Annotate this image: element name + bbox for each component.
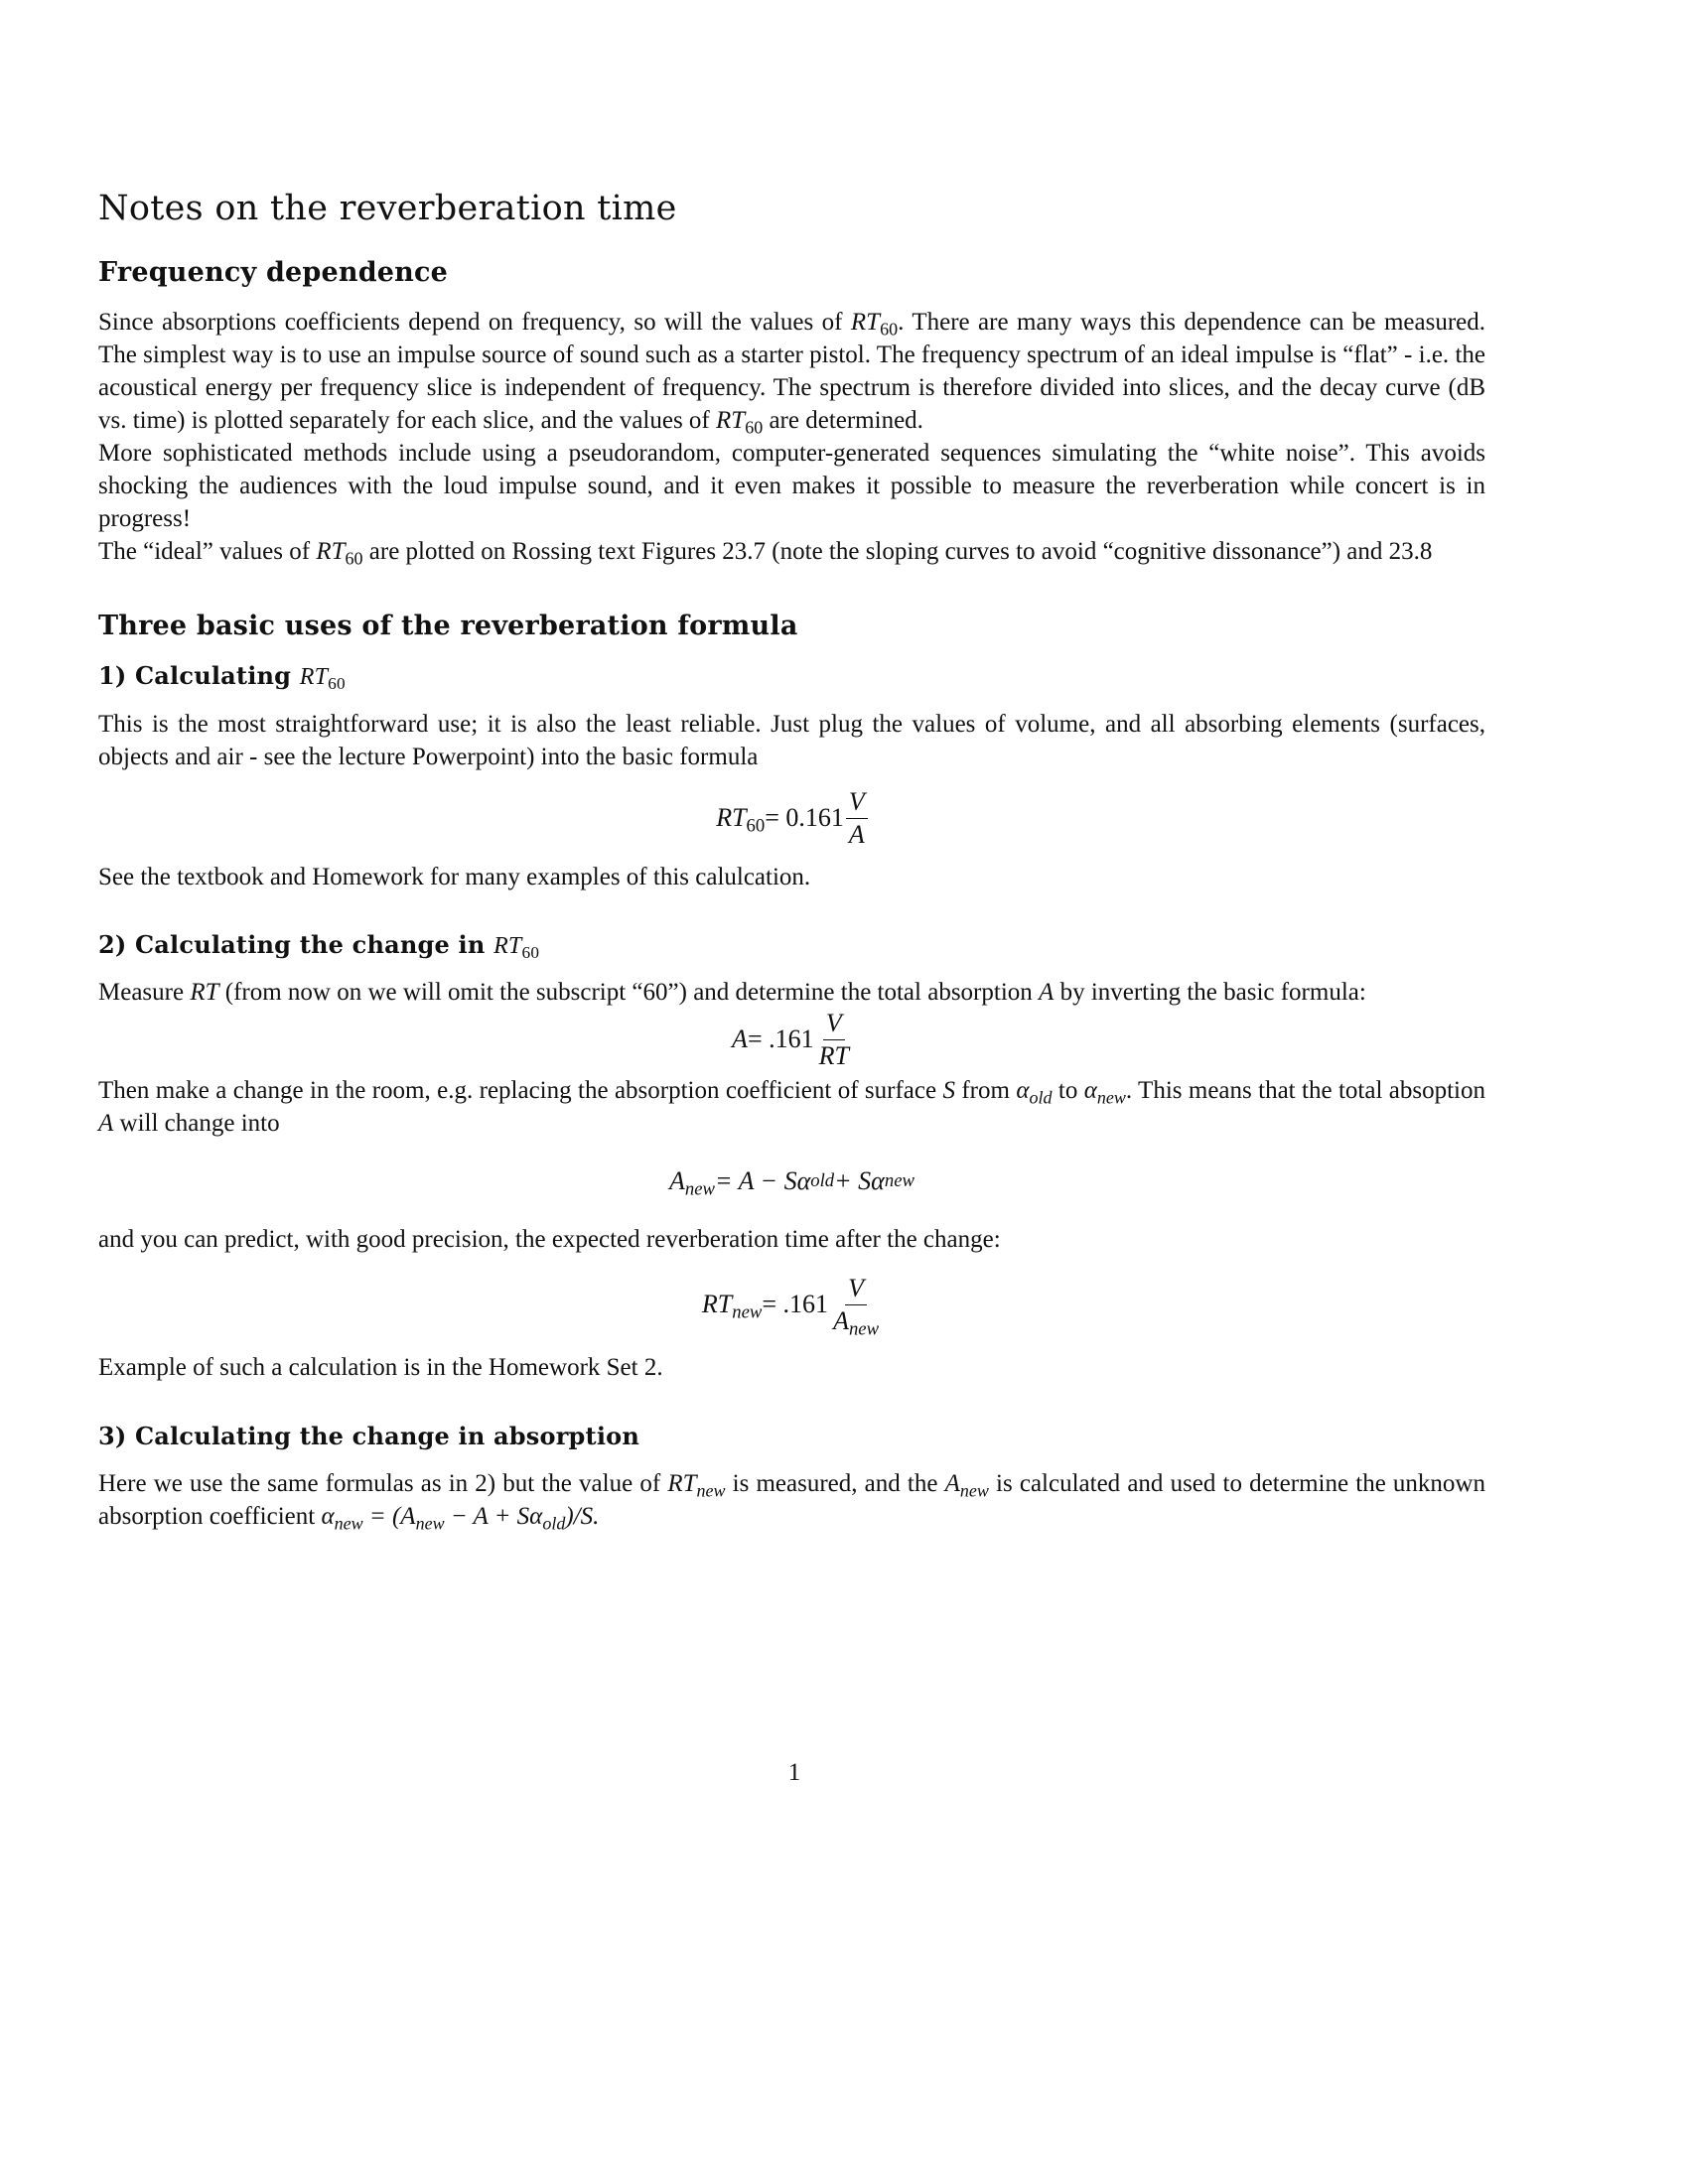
- equation-rt60: $RT_{60}$ = 0.161 $\frac{V}{A}$: [98, 783, 1485, 853]
- paragraph-use-2-measure: Measure RT (from now on we will omit the subscript “60”) and determine the total absorption A by inverting the basic formula:: [98, 979, 1366, 1006]
- equation-absorption: A = .161 $\frac{V}{RT}$: [732, 1008, 849, 1070]
- equation-rt-new: $RT_{new}$ = .161 $\frac{V}{A_{new}}$: [701, 1273, 880, 1340]
- paragraph-use-2-example: Example of such a calculation is in the Homework Set 2.: [98, 1354, 663, 1381]
- symbol-rt60: $RT_{60}$: [716, 407, 764, 438]
- section-heading-three-uses: Three basic uses of the reverberation formula: [98, 611, 798, 641]
- page-number: 1: [787, 1759, 801, 1786]
- section-heading-frequency-dependence: Frequency dependence: [98, 257, 448, 288]
- paragraph-use-2-predict: and you can predict, with good precision, the expected reverberation time after the change:: [98, 1226, 1001, 1253]
- paragraph-use-2-change: Then make a change in the room, e.g. replacing the absorption coefficient of surface S from $\alpha_{old}$ to $\alpha_{new}$. This means that the total absoption A will change into: [98, 1077, 1485, 1137]
- equation-a-new: $A_{new}$ = A − Sα old + Sα new: [669, 1166, 914, 1200]
- paragraph-use-1: This is the most straightforward use; it is also the least reliable. Just plug the values of volume, and all absorbing elements (surfaces, objects and air - see the lecture Powerpoint) into the basic formula: [98, 711, 1485, 770]
- subsection-heading-3: 3) Calculating the change in absorption: [98, 1422, 639, 1450]
- paragraph-frequency-1: Since absorptions coefficients depend on frequency, so will the values of $RT_{60}$. There are many ways this dependence can be measured. The simplest way is to use an impulse source of sound such as a starter pistol. The frequency spectrum of an ideal impulse is “flat” - i.e. the acoustical energy per frequency slice is independent of frequency. The spectrum is therefore divided into slices, and the decay curve (dB vs. time) is plotted separately for each slice, and the values of $RT_{60}$ are determined.: [98, 309, 1485, 438]
- symbol-rt60: $RT_{60}$: [850, 309, 899, 340]
- symbol-rt60: $RT_{60}$: [316, 538, 363, 569]
- subsection-heading-2: 2) Calculating the change in $RT_{60}$: [98, 930, 540, 963]
- document-title: Notes on the reverberation time: [98, 189, 677, 228]
- paragraph-use-3: Here we use the same formulas as in 2) but the value of $RT_{new}$ is measured, and the $A_{new}$ is calculated and used to determine the unknown absorption coefficient $\alpha_{new} = (A_{new} - A + S\alpha_{old})/S$.: [98, 1470, 1485, 1534]
- subsection-heading-1: 1) Calculating $RT_{60}$: [98, 661, 346, 694]
- document-page: [98, 189, 1485, 1533]
- paragraph-use-1-note: See the textbook and Homework for many examples of this calulcation.: [98, 864, 811, 890]
- paragraph-frequency-2: More sophisticated methods include using a pseudorandom, computer-generated sequences simulating the “white noise”. This avoids shocking the audiences with the loud impulse sound, and it even makes it possible to measure the reverberation while concert is in progress!: [98, 440, 1485, 532]
- paragraph-frequency-3: The “ideal” values of $RT_{60}$ are plotted on Rossing text Figures 23.7 (note the sloping curves to avoid “cognitive dissonance”) and 23.8: [98, 538, 1433, 569]
